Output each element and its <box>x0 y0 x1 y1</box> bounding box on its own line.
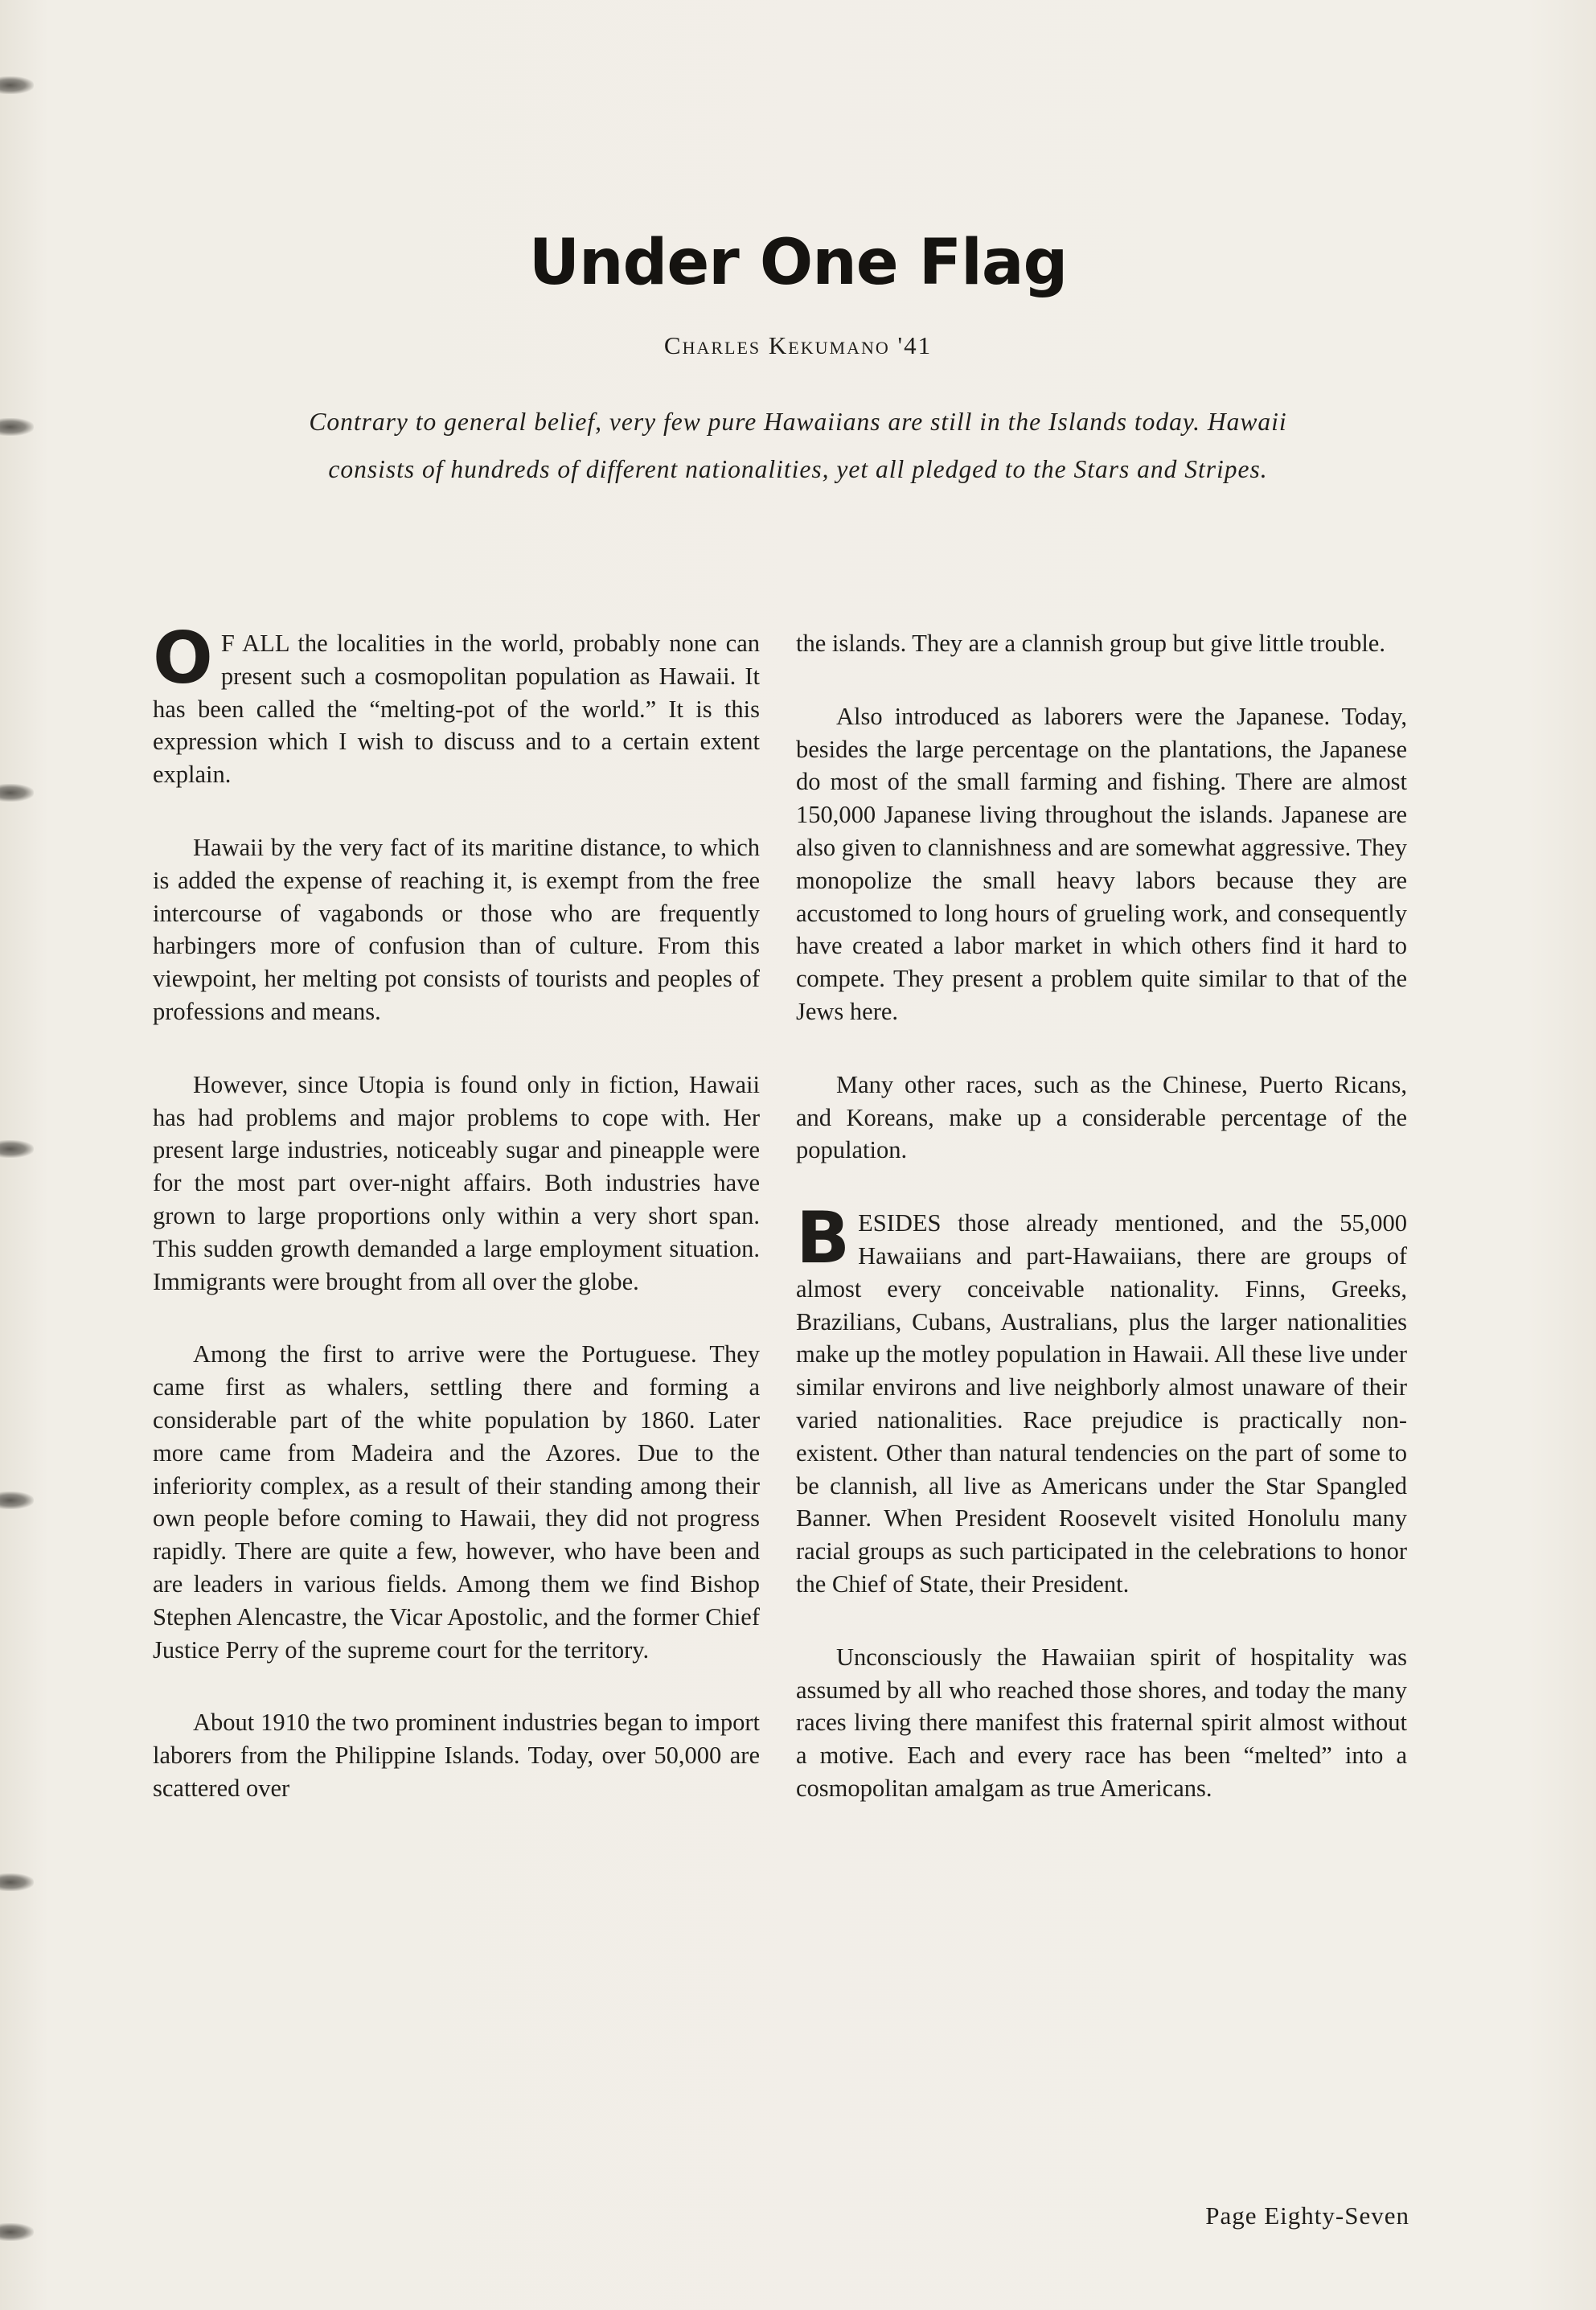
paragraph: Many other races, such as the Chinese, Puerto Ricans, and Koreans, make up a considerable percentage of the population. <box>796 1070 1407 1164</box>
binding-hole <box>0 1873 34 1891</box>
binding-hole <box>0 1140 34 1158</box>
paragraph: Hawaii by the very fact of its maritine distance, to which is added the expense of reaching it, is exempt from the free intercourse of vagabonds or those who are frequently harbingers more of confusion than of culture. From this viewpoint, her melting pot consists of tourists and peoples of professions and means. <box>153 833 760 1025</box>
paragraph: About 1910 the two prominent industries began to import laborers from the Philippine Islands. Today, over 50,000 are scattered over <box>153 1709 760 1802</box>
paragraph <box>796 1196 1407 1601</box>
paragraph: However, since Utopia is found only in fiction, Hawaii has had problems and major problems to cope with. Her present large industries, noticeably sugar and pineapple were for the most part over-night affairs. Both industries have grown to large proportions only within a very short span. This sudden growth demanded a large employment situation. Immigrants were brought from all over the globe. <box>153 1070 760 1295</box>
binding-hole <box>0 784 34 802</box>
left-column <box>153 617 760 1845</box>
paragraph <box>153 617 760 791</box>
paragraph: Among the first to arrive were the Portuguese. They came first as whalers, settling there and forming a considerable part of the white population by 1860. Later more came from Madeira and the Azores. Due to the inferiority complex, as a result of their standing among their own people before coming to Hawaii, they did not progress rapidly. There are quite a few, however, who have been and are leaders in various fields. Among them we find Bishop Stephen Alencastre, the Vicar Apostolic, and the former Chief Justice Perry of the supreme court for the territory. <box>153 1340 760 1664</box>
article-intro: Contrary to general belief, very few pure Hawaiians are still in the Islands today. Hawaii consists of hundreds of different nationalities, yet all pledged to the Stars and Stripes. <box>309 408 1287 483</box>
page-number: Page Eighty-Seven <box>1205 2201 1409 2230</box>
right-column <box>796 627 1407 1845</box>
paragraph-text: ESIDES those already mentioned, and the 55,000 Hawaiians and part-Hawaiians, there are groups of almost every conceivable nationality. Finns, Greeks, Brazilians, Cubans, Australians, plus the larger nationalities make up the motley population in Hawaii. All these live under similar environs and live neighborly almost unaware of their varied nationalities. Race prejudice is practically non-existent. Other than natural tendencies on the part of some to be clannish, all live as Americans under the Star Spangled Banner. When President Roosevelt visited Honolulu many racial groups as such participated in the celebrations to honor the Chief of State, their President. <box>796 1209 1407 1598</box>
paragraph-text: F ALL the localities in the world, probably none can present such a cosmopolitan population as Hawaii. It has been called the “melting-pot of the world.” It is this expression which I wish to discuss and to a certain extent explain. <box>153 630 760 789</box>
article-title: Under One Flag <box>528 227 1068 299</box>
binding-hole <box>0 1491 34 1509</box>
paragraph: Unconsciously the Hawaiian spirit of hospitality was assumed by all who reached those shores, and today the many races living there manifest this fraternal spirit almost without a motive. Each and every race has been “melted” into a cosmopolitan amalgam as true Americans. <box>796 1643 1407 1802</box>
article-byline: Charles Kekumano '41 <box>663 331 933 359</box>
paragraph: the islands. They are a clannish group but give little trouble. <box>796 630 1385 657</box>
binding-hole <box>0 2223 34 2241</box>
drop-cap: B <box>796 1196 851 1280</box>
paragraph: Also introduced as laborers were the Japanese. Today, besides the large percentage on the plantations, the Japanese do most of the small farming and fishing. There are almost 150,000 Japanese living throughout the islands. Japanese are also given to clannishness and are somewhat aggressive. They monopolize the small heavy labors because they are accustomed to long hours of grueling work, and consequently have created a labor market in which others find it hard to compete. They present a problem quite similar to that of the Jews here. <box>796 702 1407 1025</box>
drop-cap: O <box>153 617 213 700</box>
binding-hole <box>0 418 34 436</box>
binding-hole <box>0 76 34 94</box>
